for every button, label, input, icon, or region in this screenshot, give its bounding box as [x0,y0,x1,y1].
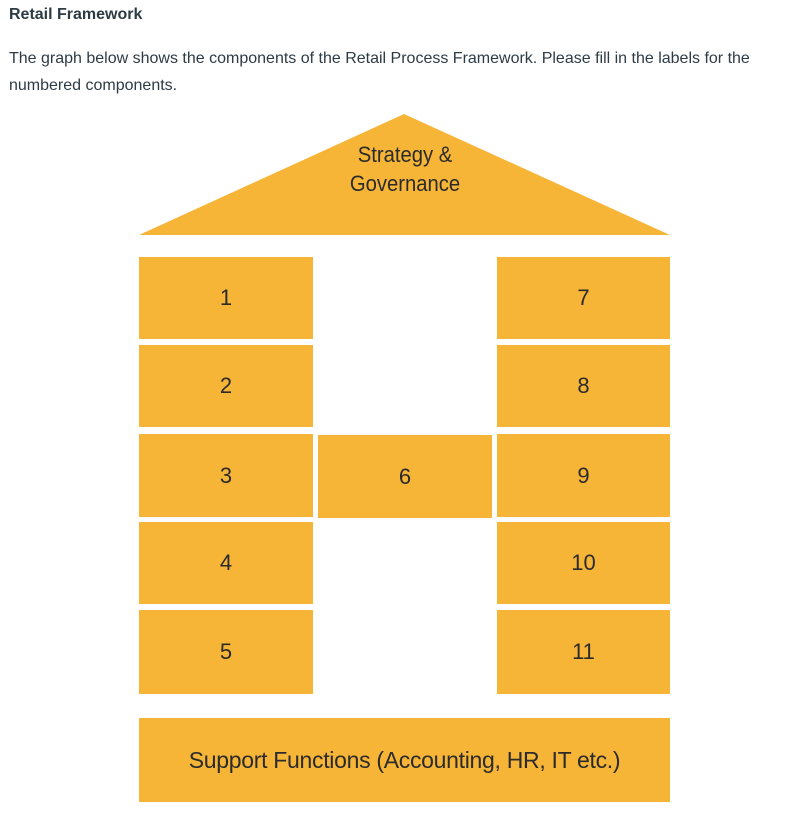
roof-label-line2: Governance [349,171,461,196]
component-box-10: 10 [497,522,670,604]
support-functions-bar: Support Functions (Accounting, HR, IT etc.) [139,718,670,802]
roof-label-line1: Strategy & [357,142,453,167]
component-box-4: 4 [139,522,313,604]
component-box-2: 2 [139,345,313,427]
component-box-1: 1 [139,257,313,339]
component-box-9: 9 [497,434,670,517]
component-box-3: 3 [139,434,313,517]
component-box-6: 6 [318,435,492,518]
question-instructions: The graph below shows the components of the Retail Process Framework. Please fill in the labels for the numbered components. [9,50,750,94]
component-box-7: 7 [497,257,670,339]
component-box-8: 8 [497,345,670,427]
component-box-5: 5 [139,610,313,694]
roof-label [308,140,501,198]
component-box-11: 11 [497,610,670,694]
page-title: Retail Framework [9,6,143,23]
